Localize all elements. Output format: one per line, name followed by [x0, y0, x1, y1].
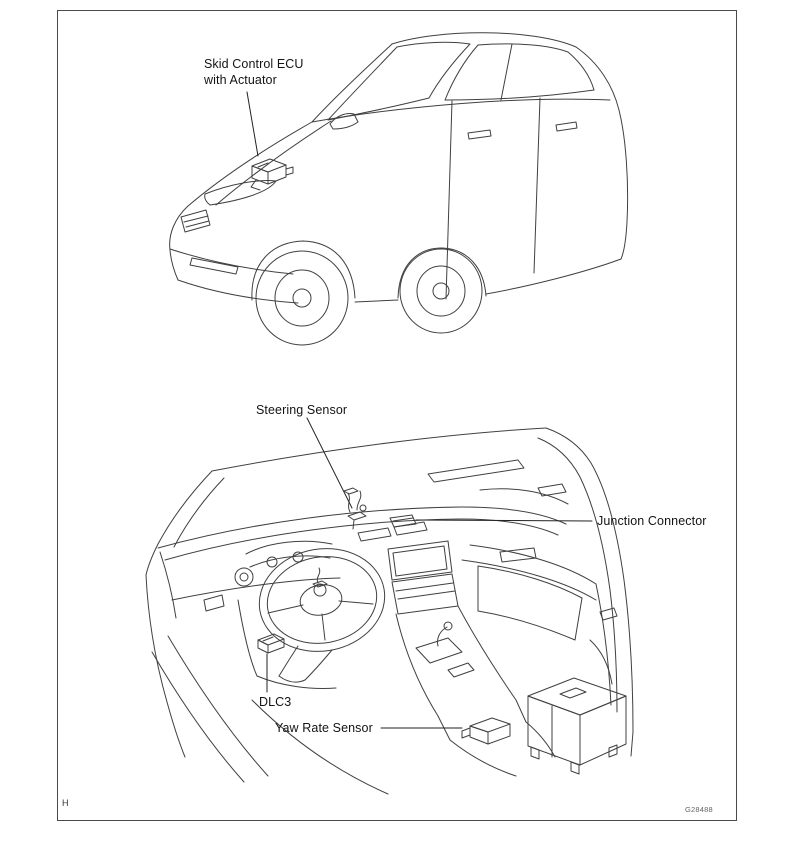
leader-steering-sensor — [307, 418, 352, 508]
callout-skid-control-ecu-line1: Skid Control ECU — [204, 57, 304, 71]
dashboard-interior-drawing — [146, 428, 633, 794]
leader-skid-control-ecu — [247, 92, 258, 156]
figure-code: G28488 — [685, 805, 713, 814]
callout-skid-control-ecu-line2: with Actuator — [204, 73, 277, 87]
callout-yaw-rate-sensor: Yaw Rate Sensor — [275, 721, 373, 735]
callout-skid-control-ecu — [204, 56, 304, 88]
leader-junction-connector — [416, 520, 592, 521]
callout-junction-connector: Junction Connector — [597, 514, 707, 528]
callout-dlc3: DLC3 — [259, 695, 292, 709]
callout-steering-sensor: Steering Sensor — [256, 403, 348, 417]
dlc3-part — [258, 634, 284, 653]
steering-sensor-part — [344, 488, 366, 529]
page-mark: H — [62, 798, 69, 808]
yaw-rate-sensor-part — [462, 718, 510, 744]
